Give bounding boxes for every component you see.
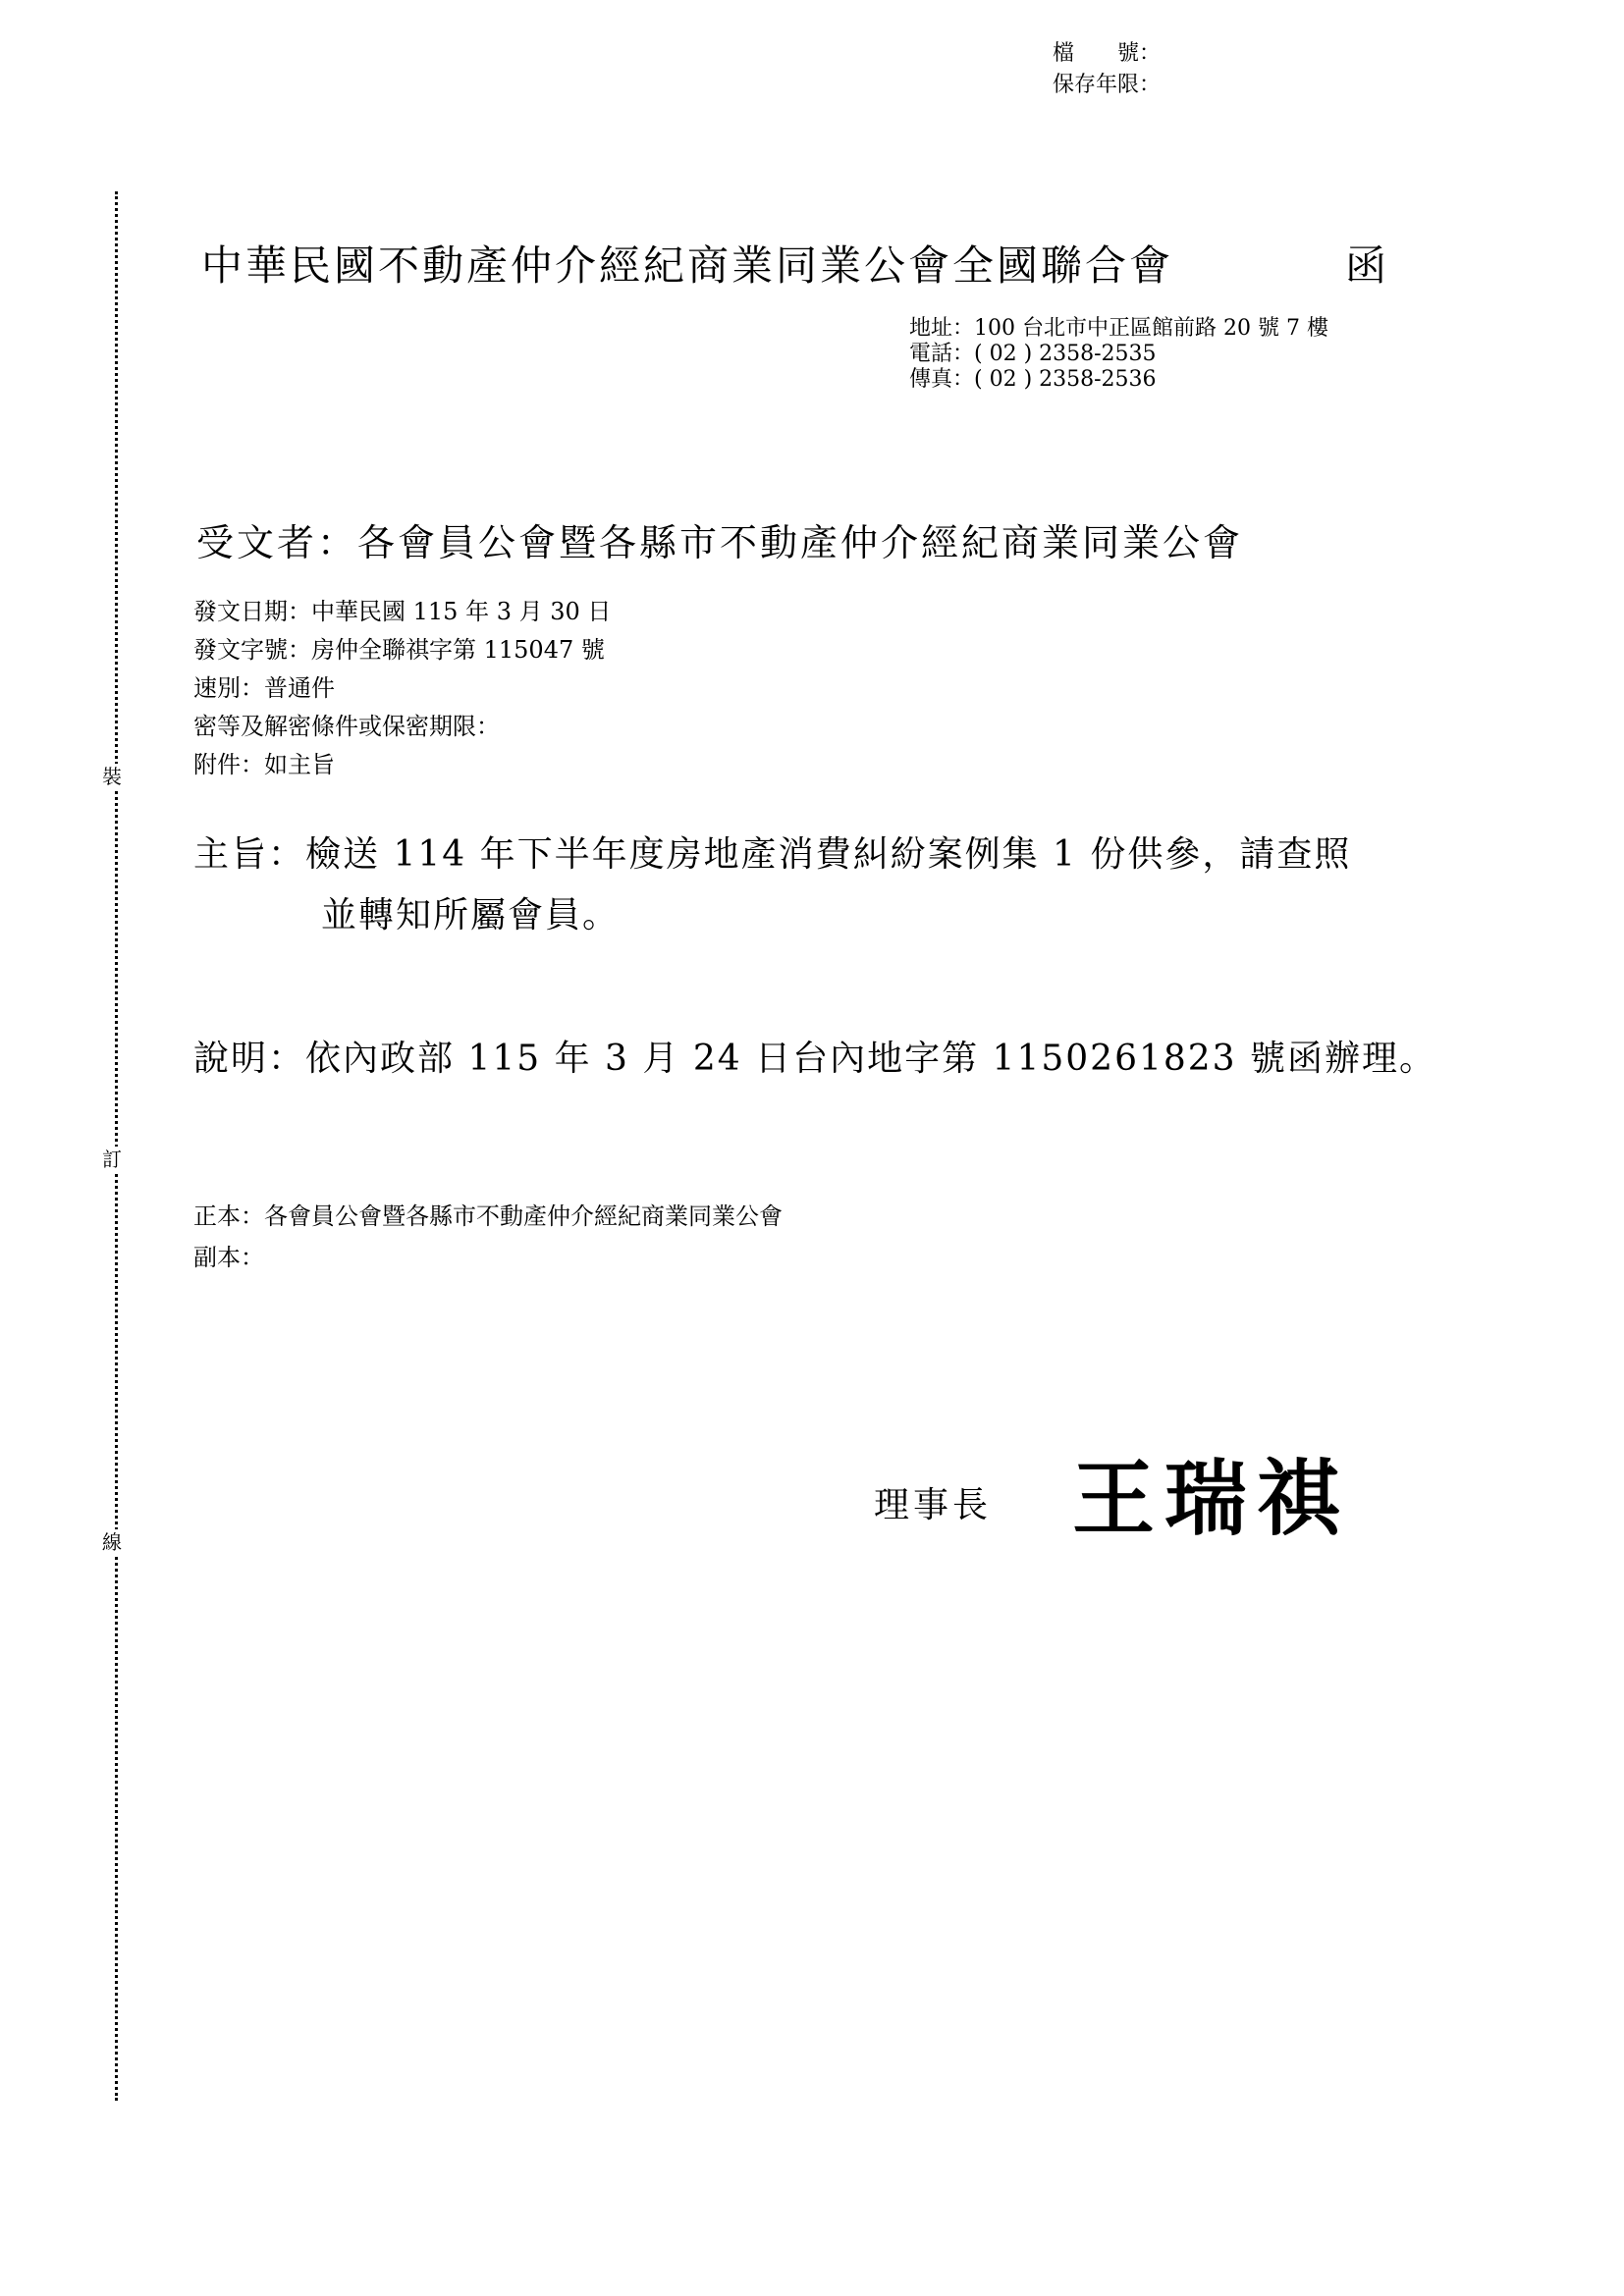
field-value: 中華民國 115 年 3 月 30 日 — [311, 598, 612, 625]
subject-line-1 — [193, 825, 1351, 885]
fax: 傳真：( 02 ) 2358-2536 — [909, 367, 1157, 392]
original-value: 各會員公會暨各縣市不動產仲介經紀商業同業公會 — [264, 1202, 783, 1230]
subject-text: 檢送 114 年下半年度房地產消費糾紛案例集 1 份供參，請查照 — [305, 834, 1352, 875]
field-classification — [193, 708, 611, 746]
distribution-block — [193, 1196, 783, 1278]
signer-title: 理事長 — [874, 1485, 993, 1525]
field-document-number — [193, 631, 611, 669]
field-issue-date — [193, 593, 611, 631]
field-value: 如主旨 — [264, 751, 335, 778]
recipient-label: 受文者： — [196, 521, 358, 564]
signer-name-seal: 王瑞祺 — [1072, 1451, 1350, 1547]
subject-line-2: 並轉知所屬會員。 — [321, 895, 621, 935]
original-recipients — [193, 1196, 783, 1237]
explanation-block — [193, 1031, 1436, 1081]
field-label: 附件： — [193, 751, 264, 778]
original-label: 正本： — [193, 1202, 264, 1230]
binding-label-xian: 線 — [102, 1530, 122, 1554]
field-speed — [193, 669, 611, 708]
field-label: 發文日期： — [193, 598, 311, 625]
binding-label-zhuang: 裝 — [102, 765, 122, 788]
retention-period-label: 保存年限： — [1053, 73, 1162, 97]
file-number-label: 檔 號： — [1053, 41, 1162, 66]
document-fields — [193, 593, 611, 784]
copy-label: 副本： — [193, 1244, 264, 1271]
field-label: 發文字號： — [193, 636, 311, 664]
field-value: 房仲全聯祺字第 115047 號 — [311, 636, 605, 664]
field-value: 普通件 — [264, 674, 335, 702]
copy-recipients — [193, 1237, 783, 1278]
field-label: 密等及解密條件或保密期限： — [193, 713, 500, 740]
binding-label-ding: 訂 — [102, 1148, 122, 1171]
contact-block — [909, 316, 1328, 393]
explanation-label: 說明： — [193, 1039, 306, 1079]
recipient-value: 各會員公會暨各縣市不動產仲介經紀商業同業公會 — [357, 521, 1244, 564]
field-attachment — [193, 746, 611, 784]
subject-block — [193, 825, 1351, 946]
explanation-text: 依內政部 115 年 3 月 24 日台內地字第 1150261823 號函辦理。 — [305, 1039, 1437, 1079]
organization-title: 中華民國不動產仲介經紀商業同業公會全國聯合會 — [201, 241, 1174, 290]
phone: 電話：( 02 ) 2358-2535 — [909, 342, 1157, 366]
address: 地址：100 台北市中正區館前路 20 號 7 樓 — [909, 316, 1328, 341]
subject-label: 主旨： — [193, 834, 306, 875]
recipient-line — [196, 512, 1243, 566]
field-label: 速別： — [193, 674, 264, 702]
document-type: 函 — [1345, 241, 1387, 290]
